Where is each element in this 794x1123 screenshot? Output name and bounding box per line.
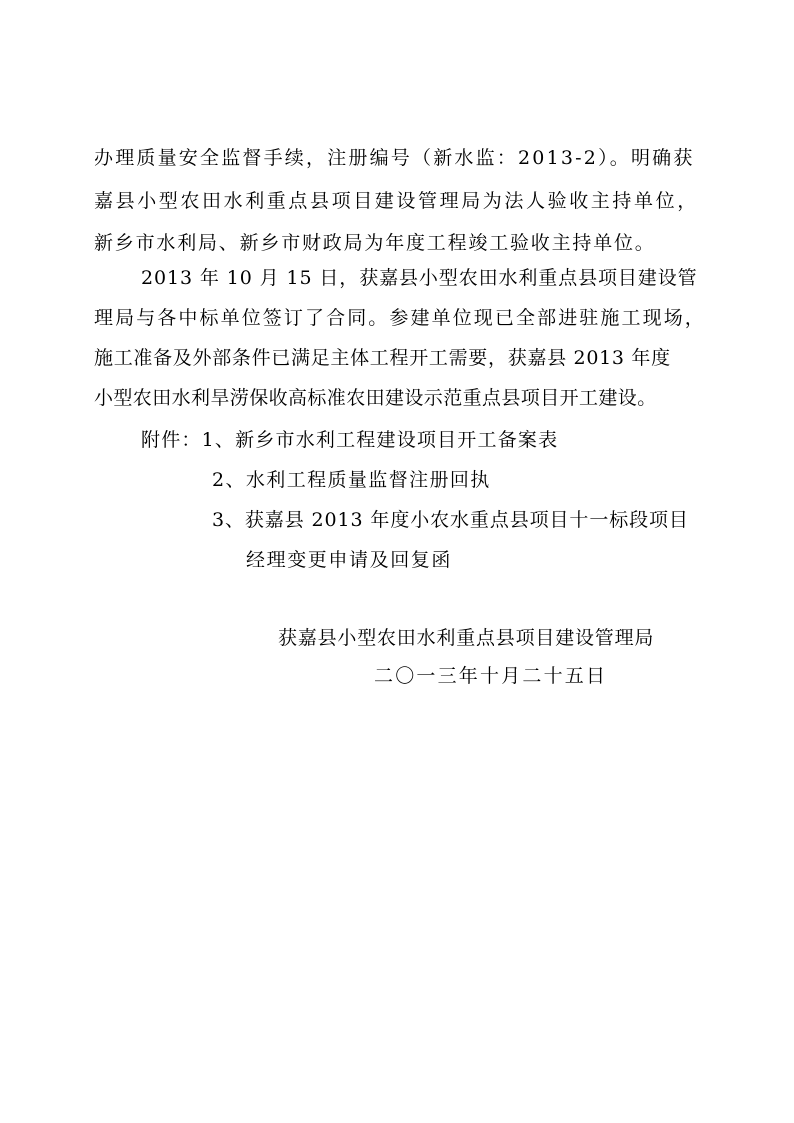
attachment-item-2: 2、水利工程质量监督注册回执 [212, 469, 491, 491]
body-line-3: 新乡市水利局、新乡市财政局为年度工程竣工验收主持单位。 [94, 232, 656, 254]
body-line-7: 小型农田水利旱涝保收高标准农田建设示范重点县项目开工建设。 [94, 387, 657, 409]
attachment-item-3: 3、获嘉县 2013 年度小农水重点县项目十一标段项目 [212, 509, 689, 531]
signature-date: 二〇一三年十月二十五日 [374, 665, 608, 687]
body-line-4: 2013 年 10 月 15 日，获嘉县小型农田水利重点县项目建设管 [141, 267, 698, 289]
body-line-1: 办理质量安全监督手续，注册编号（新水监：2013-2）。明确获 [94, 147, 695, 169]
signature-organization: 获嘉县小型农田水利重点县项目建设管理局 [278, 627, 655, 649]
body-line-2: 嘉县小型农田水利重点县项目建设管理局为法人验收主持单位， [94, 190, 699, 212]
attachment-item-1: 附件：1、新乡市水利工程建设项目开工备案表 [141, 429, 559, 451]
body-line-6: 施工准备及外部条件已满足主体工程开工需要，获嘉县 2013 年度 [94, 347, 671, 369]
attachment-item-3-continuation: 经理变更申请及回复函 [246, 549, 453, 571]
body-line-5: 理局与各中标单位签订了合同。参建单位现已全部进驻施工现场， [94, 307, 706, 329]
